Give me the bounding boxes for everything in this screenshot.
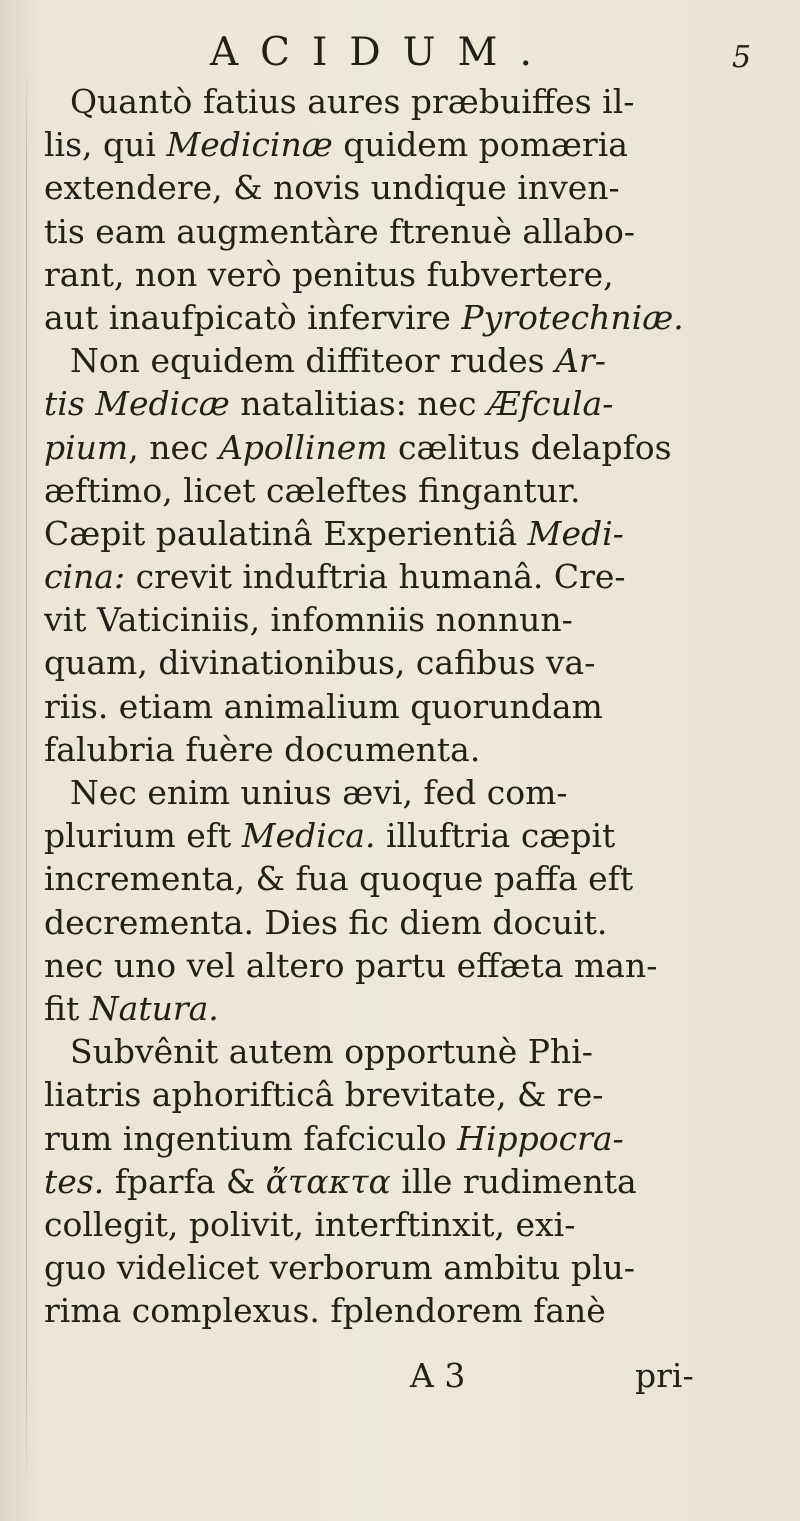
italic-span: tes. <box>44 1161 105 1201</box>
text-span: Cæpit paulatinâ Experientiâ <box>44 513 528 553</box>
text-line <box>44 426 784 469</box>
text-span: Quantò fatius aures præbuiffes il- <box>70 82 635 121</box>
body-text <box>44 80 784 1332</box>
text-line <box>44 1117 784 1160</box>
text-span: quidem pomæria <box>332 125 628 165</box>
text-span: aut inaufpicatò infervire <box>44 297 462 337</box>
text-line <box>44 555 784 598</box>
text-span: quam, divinationibus, cafibus va- <box>44 643 596 683</box>
text-span: extendere, & novis undique inven- <box>44 168 620 208</box>
text-span: , nec <box>128 427 219 467</box>
text-span: Subvênit autem opportunè Phi- <box>70 1032 593 1072</box>
italic-span: Ar- <box>555 341 606 381</box>
text-line <box>44 1030 784 1073</box>
text-span: Nec enim unius ævi, fed com- <box>70 773 568 812</box>
text-span: rant, non verò penitus fubvertere, <box>44 254 614 294</box>
italic-span: Æfcula- <box>487 384 614 424</box>
text-line <box>44 1246 784 1289</box>
text-span: incrementa, & fua quoque paffa eft <box>44 859 634 899</box>
text-span: natalitias: nec <box>229 384 487 424</box>
page-footer <box>0 1356 800 1400</box>
text-line <box>44 987 784 1030</box>
italic-span: pium <box>44 427 129 467</box>
text-span: decrementa. Dies fic diem docuit. <box>44 902 608 942</box>
text-span: guo videlicet verborum ambitu plu- <box>44 1248 635 1288</box>
text-span: tis eam augmentàre ftrenuè allabo- <box>44 211 635 251</box>
text-line <box>44 857 784 900</box>
text-span: fparfa & <box>104 1161 266 1201</box>
text-span: æftimo, licet cæleftes fingantur. <box>44 470 581 510</box>
text-line <box>44 771 784 814</box>
italic-span: tis Medicæ <box>44 384 230 424</box>
catchword: pri- <box>635 1356 694 1395</box>
text-span: liatris aphorifticâ brevitate, & re- <box>44 1075 604 1115</box>
text-line <box>44 901 784 944</box>
text-span: cælitus delapfos <box>387 427 672 467</box>
text-line <box>44 123 784 166</box>
text-line <box>44 253 784 296</box>
text-span: illuftria cæpit <box>375 816 616 856</box>
italic-span: Medi- <box>527 513 624 553</box>
text-span: rum ingentium fafciculo <box>44 1118 458 1158</box>
text-line <box>44 339 784 382</box>
text-line <box>44 1289 784 1332</box>
text-span: lis, qui <box>44 125 167 165</box>
signature-mark: A 3 <box>410 1356 466 1395</box>
text-line <box>44 469 784 512</box>
italic-span: Medica. <box>241 816 376 856</box>
text-line <box>44 814 784 857</box>
italic-span: Natura. <box>89 988 219 1028</box>
text-line <box>44 1203 784 1246</box>
text-span: nec uno vel altero partu effæta man- <box>44 945 658 985</box>
text-span: vit Vaticiniis, infomniis nonnun- <box>44 600 573 640</box>
text-span: fit <box>44 988 90 1028</box>
text-line <box>44 944 784 987</box>
text-span: plurium eft <box>44 816 242 856</box>
italic-span: cina: <box>44 557 126 597</box>
text-line <box>44 296 784 339</box>
text-span: ille rudimenta <box>390 1161 637 1201</box>
text-span: crevit induftria humanâ. Cre- <box>125 557 626 597</box>
italic-span: Medicinæ <box>166 125 333 165</box>
text-line <box>44 598 784 641</box>
text-line <box>44 1160 784 1203</box>
text-span: collegit, polivit, interftinxit, exi- <box>44 1204 576 1244</box>
text-line <box>44 166 784 209</box>
running-head: ACIDUM. <box>210 30 554 75</box>
text-span: Non equidem diffiteor rudes <box>70 341 556 381</box>
italic-span: Apollinem <box>218 427 388 467</box>
text-line <box>44 1073 784 1116</box>
text-line <box>44 641 784 684</box>
text-span: riis. etiam animalium quorundam <box>44 686 603 726</box>
italic-span: Hippocra- <box>457 1118 624 1158</box>
page-signature: 5 <box>732 40 752 75</box>
text-line <box>44 80 784 123</box>
text-span: rima complexus. fplendorem fanè <box>44 1291 606 1331</box>
italic-span: Pyrotechniæ. <box>461 297 684 337</box>
text-line <box>44 685 784 728</box>
text-span: falubria fuère documenta. <box>44 729 481 769</box>
text-line <box>44 210 784 253</box>
text-line <box>44 382 784 425</box>
text-line <box>44 728 784 771</box>
italic-span: ἄτακτα <box>265 1161 391 1201</box>
text-line <box>44 512 784 555</box>
gutter-shadow <box>26 60 27 1500</box>
